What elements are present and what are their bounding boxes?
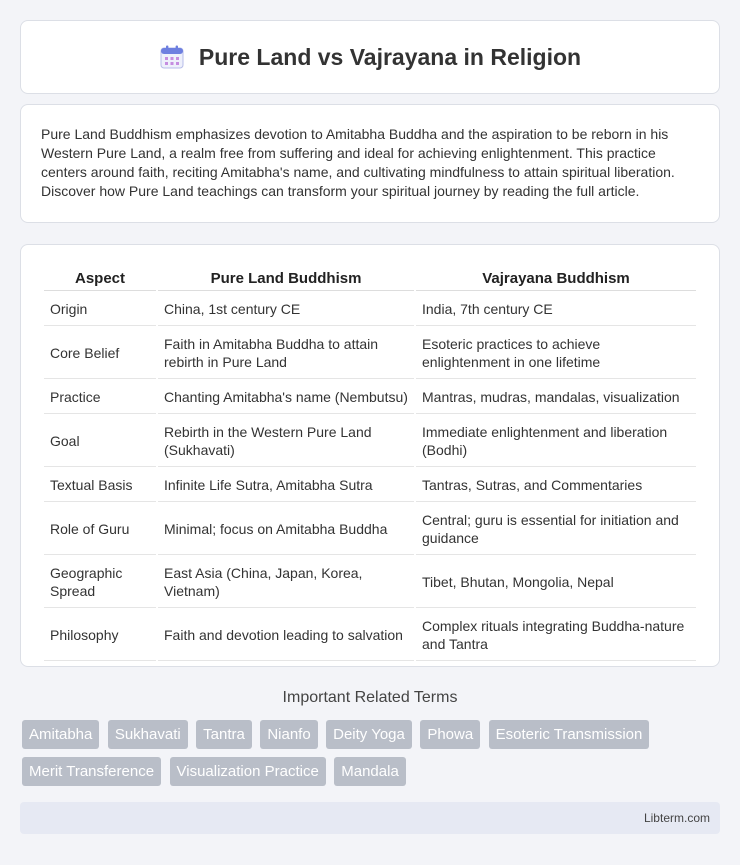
aspect-cell: Practice: [44, 381, 156, 414]
related-term-tag[interactable]: Mandala: [334, 757, 406, 786]
pure-land-cell: Faith in Amitabha Buddha to attain rebirth in Pure Land: [158, 328, 414, 379]
related-term-tag[interactable]: Deity Yoga: [326, 720, 412, 749]
table-row: [44, 504, 696, 555]
pure-land-cell: China, 1st century CE: [158, 293, 414, 326]
vajrayana-cell: India, 7th century CE: [416, 293, 696, 326]
table-row: [44, 381, 696, 414]
related-term-tag[interactable]: Nianfo: [260, 720, 317, 749]
intro-text: Pure Land Buddhism emphasizes devotion to Amitabha Buddha and the aspiration to be reborn in his Western Pure Land, a realm free from suffering and ideal for achieving enlightenment. This practice centers around faith, reciting Amitabha's name, and cultivating mindfulness to attain spiritual liberation. Discover how Pure Land teachings can transform your spiritual journey by reading the full article.: [41, 126, 675, 199]
table-row: [44, 557, 696, 608]
related-term-tag[interactable]: Merit Transference: [22, 757, 161, 786]
related-terms-list: [22, 720, 722, 794]
vajrayana-cell: Tantras, Sutras, and Commentaries: [416, 469, 696, 502]
comparison-table: [42, 265, 698, 663]
aspect-cell: Core Belief: [44, 328, 156, 379]
related-term-tag[interactable]: Sukhavati: [108, 720, 188, 749]
table-row: [44, 610, 696, 661]
vajrayana-cell: Complex rituals integrating Buddha-nature and Tantra: [416, 610, 696, 661]
vajrayana-cell: Tibet, Bhutan, Mongolia, Nepal: [416, 557, 696, 608]
table-row: [44, 328, 696, 379]
aspect-cell: Origin: [44, 293, 156, 326]
column-header-pure-land: Pure Land Buddhism: [158, 267, 414, 291]
vajrayana-cell: Immediate enlightenment and liberation (Bodhi): [416, 416, 696, 467]
related-terms-title: Important Related Terms: [282, 689, 458, 706]
table-row: [44, 293, 696, 326]
aspect-cell: Geographic Spread: [44, 557, 156, 608]
footer: [20, 802, 720, 834]
intro-card: [20, 104, 720, 223]
page-title: Pure Land vs Vajrayana in Religion: [198, 43, 582, 70]
comparison-table-card: [20, 244, 720, 667]
vajrayana-cell: Mantras, mudras, mandalas, visualization: [416, 381, 696, 414]
pure-land-cell: Rebirth in the Western Pure Land (Sukhavati): [158, 416, 414, 467]
footer-site-link[interactable]: Libterm.com: [643, 811, 710, 825]
related-term-tag[interactable]: Visualization Practice: [170, 757, 326, 786]
aspect-cell: Goal: [44, 416, 156, 467]
related-term-tag[interactable]: Tantra: [196, 720, 252, 749]
pure-land-cell: East Asia (China, Japan, Korea, Vietnam): [158, 557, 414, 608]
related-term-tag[interactable]: Amitabha: [22, 720, 99, 749]
calendar-icon: [159, 44, 185, 70]
column-header-vajrayana: Vajrayana Buddhism: [416, 267, 696, 291]
pure-land-cell: Faith and devotion leading to salvation: [158, 610, 414, 661]
related-term-tag[interactable]: Esoteric Transmission: [489, 720, 650, 749]
vajrayana-cell: Esoteric practices to achieve enlightenment in one lifetime: [416, 328, 696, 379]
related-term-tag[interactable]: Phowa: [420, 720, 480, 749]
table-row: [44, 469, 696, 502]
table-row: [44, 416, 696, 467]
column-header-aspect: Aspect: [44, 267, 156, 291]
pure-land-cell: Infinite Life Sutra, Amitabha Sutra: [158, 469, 414, 502]
aspect-cell: Philosophy: [44, 610, 156, 661]
aspect-cell: Textual Basis: [44, 469, 156, 502]
pure-land-cell: Minimal; focus on Amitabha Buddha: [158, 504, 414, 555]
table-header-row: [44, 267, 696, 291]
vajrayana-cell: Central; guru is essential for initiation and guidance: [416, 504, 696, 555]
aspect-cell: Role of Guru: [44, 504, 156, 555]
header-card: [20, 20, 720, 94]
pure-land-cell: Chanting Amitabha's name (Nembutsu): [158, 381, 414, 414]
